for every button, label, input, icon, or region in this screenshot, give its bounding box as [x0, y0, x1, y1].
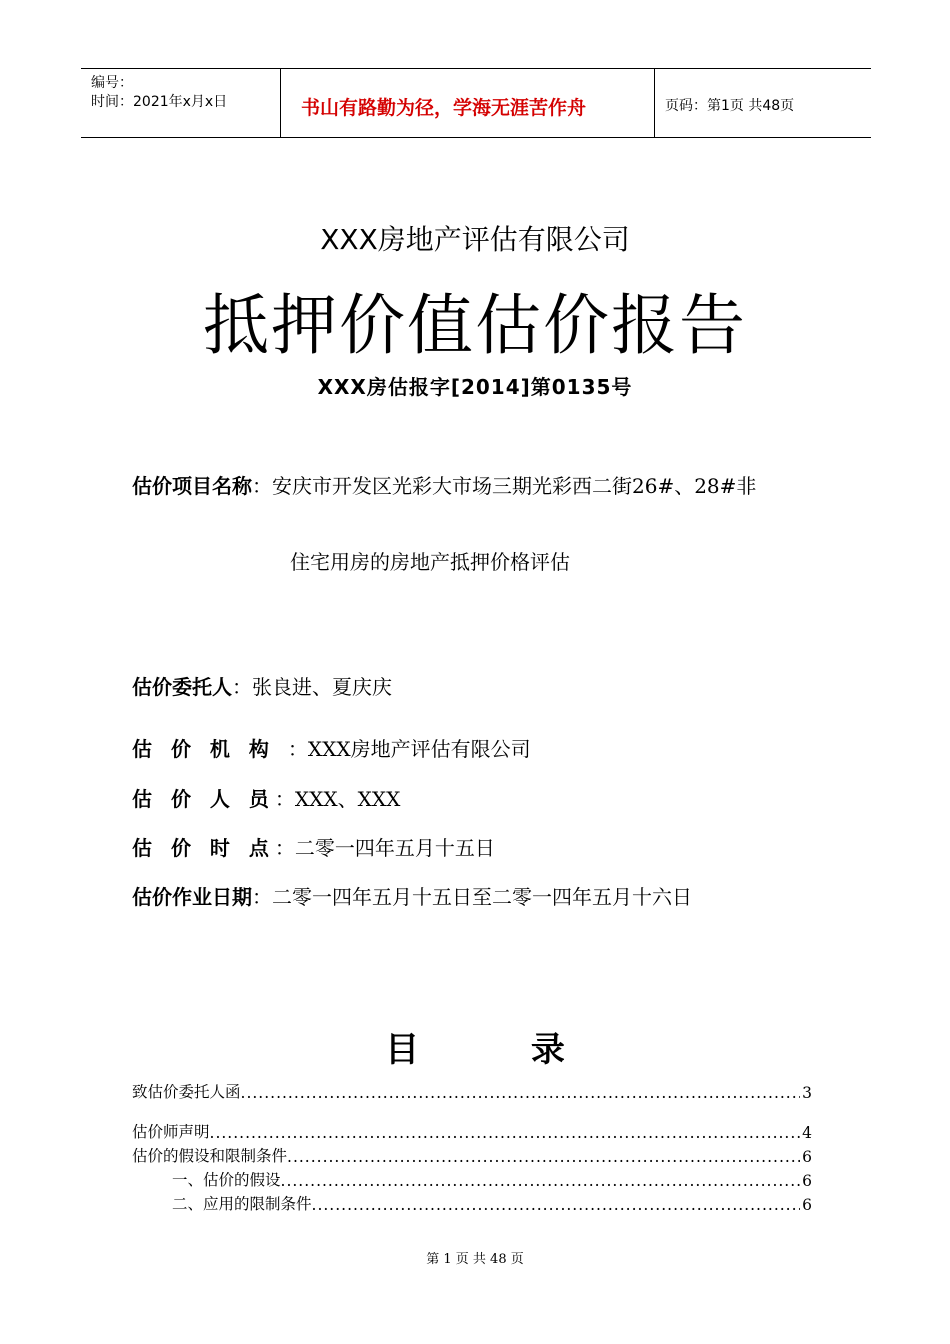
page-footer: 第 1 页 共 48 页 [426, 1252, 524, 1267]
toc-item-page: 4 [802, 1124, 812, 1142]
number-label: 编号： [91, 75, 133, 91]
client-field [132, 671, 392, 700]
toc-item-text: 二、应用的限制条件 [172, 1195, 312, 1213]
toc-item-text: 一、估价的假设 [172, 1171, 281, 1189]
toc-leader [287, 1148, 800, 1166]
valuation-time-field [132, 832, 495, 861]
toc-leader [312, 1196, 800, 1214]
toc-item-text: 估价师声明 [132, 1123, 210, 1141]
motto-text: 书山有路勤为径，学海无涯苦作舟 [301, 97, 587, 119]
toc-item[interactable] [132, 1080, 812, 1102]
header-meta [81, 69, 281, 137]
project-name-field [132, 470, 756, 499]
valuation-time-label: 估 价 时 点 [132, 836, 275, 860]
work-date-label: 估价作业日期 [132, 885, 252, 909]
work-date-field [132, 881, 692, 910]
header-motto [281, 69, 655, 137]
client-value: ：张良进、夏庆庆 [232, 675, 392, 699]
toc-item[interactable] [132, 1120, 812, 1142]
toc-item-page: 3 [802, 1084, 812, 1102]
toc-item-page: 6 [802, 1172, 812, 1190]
project-name-value-cont: 住宅用房的房地产抵押价格评估 [290, 550, 570, 574]
staff-label: 估 价 人 员 [132, 787, 275, 811]
document-number: XXX房估报字[2014]第0135号 [317, 375, 633, 399]
project-name-label: 估价项目名称 [132, 474, 252, 498]
toc-item[interactable] [132, 1168, 812, 1190]
toc-item[interactable] [132, 1144, 812, 1166]
toc-item-text: 致估价委托人函 [132, 1083, 241, 1101]
toc-item-page: 6 [802, 1196, 812, 1214]
agency-field [132, 733, 531, 762]
company-name: XXX房地产评估有限公司 [320, 223, 630, 256]
header-page-info [655, 69, 871, 137]
toc-leader [241, 1084, 800, 1102]
page-header [81, 68, 871, 138]
staff-field [132, 783, 400, 812]
project-name-value: ：安庆市开发区光彩大市场三期光彩西二街26#、28#非 [252, 474, 757, 498]
toc-item-text: 估价的假设和限制条件 [132, 1147, 288, 1165]
client-label: 估价委托人 [132, 675, 232, 699]
toc-leader [281, 1172, 800, 1190]
agency-label: 估 价 机 构 [132, 737, 288, 761]
agency-value: ：XXX房地产评估有限公司 [287, 737, 531, 761]
valuation-time-value: ：二零一四年五月十五日 [274, 836, 495, 860]
toc-item[interactable] [132, 1192, 812, 1214]
time-label: 时间：2021年x月x日 [91, 94, 228, 110]
work-date-value: ：二零一四年五月十五日至二零一四年五月十六日 [252, 885, 692, 909]
toc-item-page: 6 [802, 1148, 812, 1166]
toc-title: 目 录 [385, 1030, 615, 1070]
staff-value: ：XXX、XXX [274, 787, 401, 811]
page-info-text: 页码：第1页 共48页 [665, 98, 795, 114]
toc-leader [210, 1124, 800, 1142]
report-title: 抵押价值估价报告 [203, 287, 747, 364]
